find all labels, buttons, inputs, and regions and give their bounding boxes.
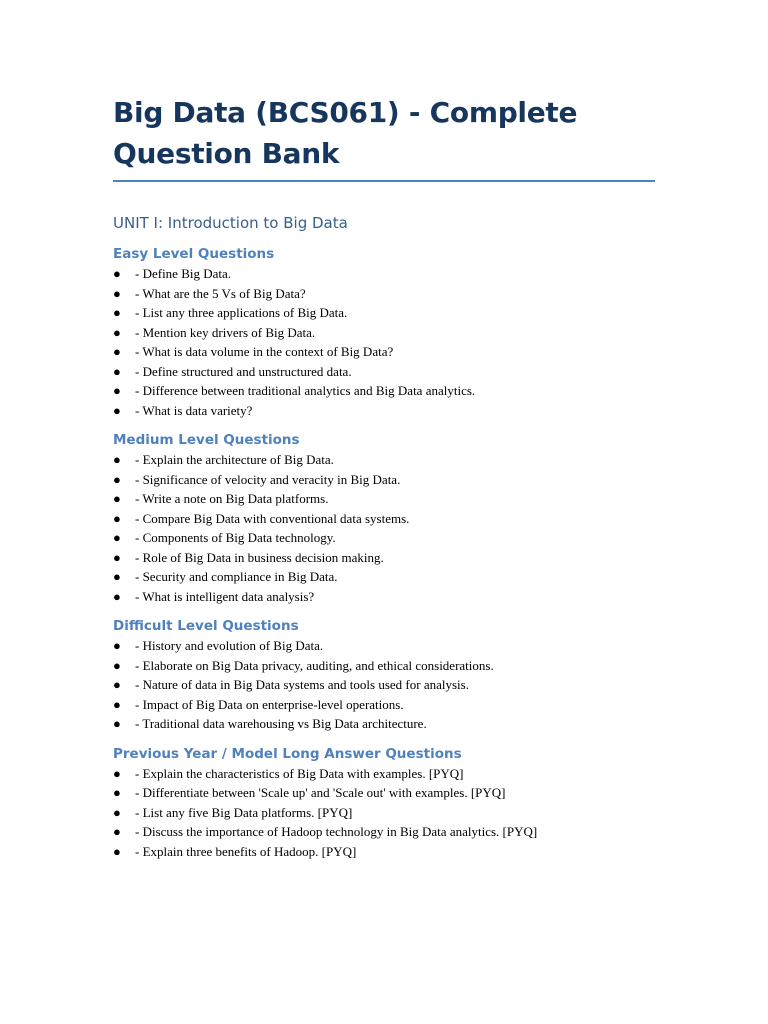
section-easy-level-questions (113, 244, 655, 420)
question-text: - What is data volume in the context of Big Data? (135, 344, 394, 359)
bullet-icon: ● (113, 843, 121, 859)
list-item (113, 303, 655, 323)
list-item (113, 284, 655, 304)
list-item (113, 401, 655, 421)
question-text: - Security and compliance in Big Data. (135, 569, 338, 584)
question-text: - List any five Big Data platforms. [PYQ] (135, 804, 353, 820)
question-text: - Nature of data in Big Data systems and tools used for analysis. (135, 677, 469, 692)
list-item (113, 381, 655, 401)
document-title: Big Data (BCS061) - Complete Question Bank (113, 96, 578, 170)
bullet-icon: ● (113, 677, 121, 692)
section-heading: Difficult Level Questions (113, 618, 299, 634)
question-text: - Significance of velocity and veracity in Big Data. (135, 471, 401, 487)
question-text: - Components of Big Data technology. (135, 530, 336, 545)
bullet-icon: ● (113, 696, 121, 712)
question-sections (113, 244, 655, 861)
list-item (113, 323, 655, 343)
question-text: - Define structured and unstructured data. (135, 363, 352, 379)
question-list (113, 450, 655, 606)
list-item (113, 450, 655, 470)
question-list (113, 636, 655, 734)
section-previous-year-model-long-answer-questions (113, 744, 655, 862)
bullet-icon: ● (113, 402, 121, 418)
section-medium-level-questions (113, 430, 655, 606)
question-text: - Compare Big Data with conventional data systems. (135, 510, 410, 526)
question-text: - Differentiate between 'Scale up' and 'Scale out' with examples. [PYQ] (135, 785, 506, 800)
question-text: - Discuss the importance of Hadoop technology in Big Data analytics. [PYQ] (135, 824, 538, 839)
question-text: - Write a note on Big Data platforms. (135, 491, 329, 506)
list-item (113, 822, 655, 842)
bullet-icon: ● (113, 716, 121, 731)
bullet-icon: ● (113, 324, 121, 340)
list-item (113, 783, 655, 803)
section-heading: Easy Level Questions (113, 246, 275, 262)
question-text: - History and evolution of Big Data. (135, 638, 324, 653)
question-text: - What is intelligent data analysis? (135, 588, 315, 604)
bullet-icon: ● (113, 266, 121, 281)
bullet-icon: ● (113, 657, 121, 673)
list-item (113, 489, 655, 509)
question-text: - Explain the characteristics of Big Data with examples. [PYQ] (135, 765, 464, 781)
list-item (113, 528, 655, 548)
bullet-icon: ● (113, 285, 121, 301)
question-text: - Role of Big Data in business decision making. (135, 549, 384, 565)
list-item (113, 567, 655, 587)
question-text: - Mention key drivers of Big Data. (135, 324, 316, 340)
list-item (113, 342, 655, 362)
bullet-icon: ● (113, 785, 121, 800)
question-text: - What is data variety? (135, 402, 253, 418)
list-item (113, 764, 655, 784)
unit-heading: UNIT I: Introduction to Big Data (113, 214, 348, 232)
question-list (113, 264, 655, 420)
bullet-icon: ● (113, 549, 121, 565)
list-item (113, 714, 655, 734)
list-item (113, 264, 655, 284)
bullet-icon: ● (113, 452, 121, 467)
bullet-icon: ● (113, 530, 121, 545)
bullet-icon: ● (113, 491, 121, 506)
bullet-icon: ● (113, 765, 121, 781)
question-text: - Define Big Data. (135, 266, 232, 281)
list-item (113, 675, 655, 695)
section-difficult-level-questions (113, 616, 655, 734)
bullet-icon: ● (113, 638, 121, 653)
question-list (113, 764, 655, 862)
question-text: - Impact of Big Data on enterprise-level operations. (135, 696, 404, 712)
bullet-icon: ● (113, 588, 121, 604)
question-text: - Difference between traditional analytics and Big Data analytics. (135, 383, 476, 398)
list-item (113, 362, 655, 382)
title-divider (113, 180, 655, 182)
bullet-icon: ● (113, 824, 121, 839)
question-text: - List any three applications of Big Data. (135, 305, 348, 320)
bullet-icon: ● (113, 510, 121, 526)
list-item (113, 803, 655, 823)
bullet-icon: ● (113, 471, 121, 487)
question-text: - Explain three benefits of Hadoop. [PYQ] (135, 843, 357, 859)
list-item (113, 842, 655, 862)
bullet-icon: ● (113, 383, 121, 398)
list-item (113, 695, 655, 715)
question-text: - Explain the architecture of Big Data. (135, 452, 334, 467)
bullet-icon: ● (113, 344, 121, 359)
list-item (113, 656, 655, 676)
list-item (113, 587, 655, 607)
section-heading: Medium Level Questions (113, 432, 300, 448)
list-item (113, 636, 655, 656)
bullet-icon: ● (113, 305, 121, 320)
question-text: - Elaborate on Big Data privacy, auditing, and ethical considerations. (135, 657, 494, 673)
question-text: - Traditional data warehousing vs Big Data architecture. (135, 716, 427, 731)
list-item (113, 470, 655, 490)
document-page (113, 92, 655, 861)
section-heading: Previous Year / Model Long Answer Questions (113, 745, 462, 762)
question-text: - What are the 5 Vs of Big Data? (135, 285, 306, 301)
bullet-icon: ● (113, 804, 121, 820)
bullet-icon: ● (113, 569, 121, 584)
list-item (113, 548, 655, 568)
list-item (113, 509, 655, 529)
bullet-icon: ● (113, 363, 121, 379)
